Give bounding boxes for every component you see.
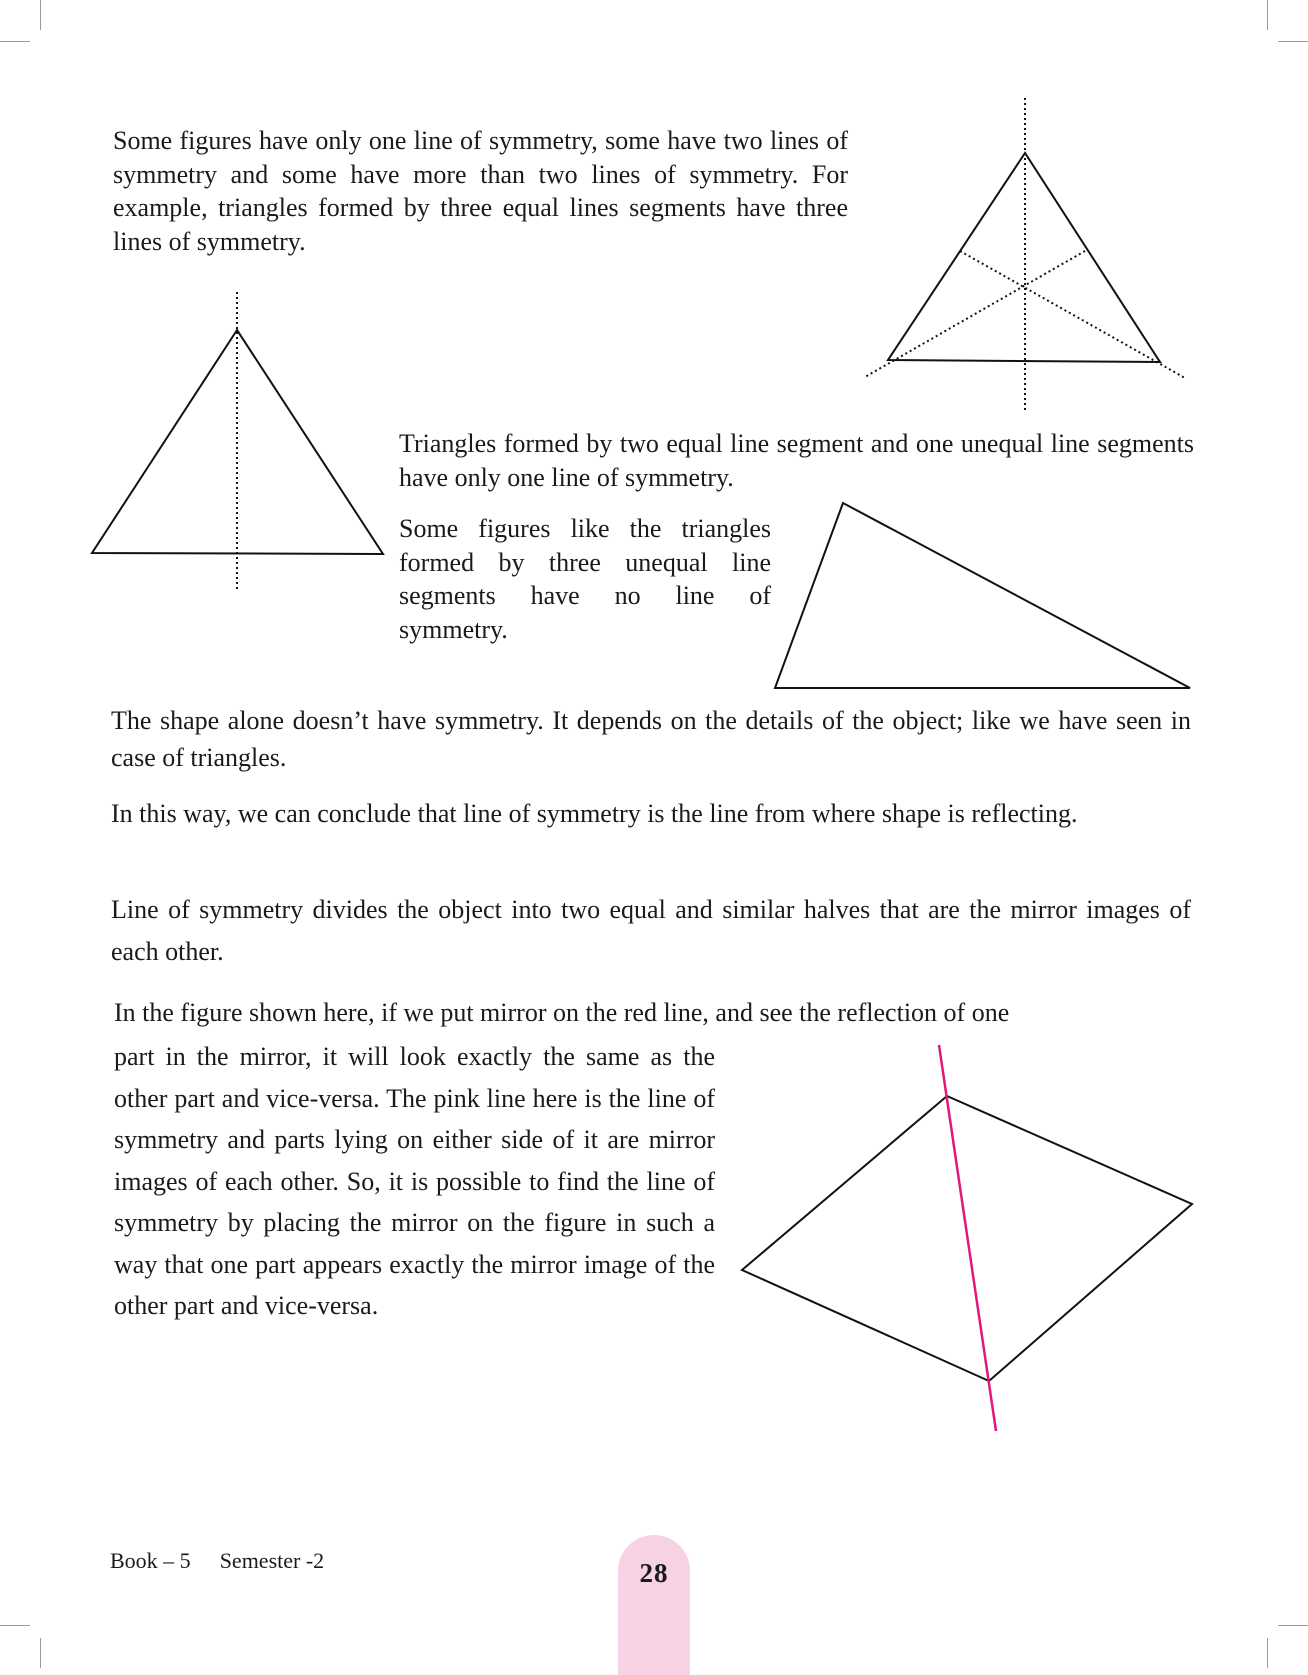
symmetry-line-right — [865, 251, 1085, 377]
paragraph-scalene: Some figures like the triangles formed by three unequal line segments have no line of symmetry. — [399, 514, 771, 644]
paragraph-shape-alone: The shape alone doesn’t have symmetry. It depends on the details of the object; like we have seen in case of triangles. — [111, 706, 1191, 772]
page-number-tab — [618, 1535, 690, 1675]
crop-mark-bottom-left-h — [0, 1625, 30, 1626]
paragraph-conclusion: In this way, we can conclude that line of symmetry is the line from where shape is reflecting. — [111, 799, 1078, 828]
paragraph-mirror-first-line: In the figure shown here, if we put mirror on the red line, and see the reflection of one — [114, 998, 1010, 1027]
equilateral-triangle — [888, 153, 1160, 362]
symmetry-line-left — [960, 251, 1185, 378]
crop-mark-bottom-left-v — [40, 1638, 41, 1668]
paragraph-divides: Line of symmetry divides the object into two equal and similar halves that are the mirror images of each other. — [111, 895, 1191, 966]
paragraph-mirror-rest: part in the mirror, it will look exactly the same as the other part and vice-versa. The pink line here is the line of symmetry and parts lying on either side of it are mirror images of each other. So, it is possible to find the line of symmetry by placing the mirror on the figure in such a way that one part appears exactly the mirror image of the other part and vice-versa. — [114, 1042, 715, 1320]
crop-mark-bottom-right-v — [1267, 1638, 1268, 1668]
footer-semester-label: Semester -2 — [219, 1548, 325, 1573]
scalene-triangle — [775, 503, 1190, 688]
footer-book-info — [110, 1548, 324, 1574]
page-number: 28 — [639, 1558, 669, 1588]
crop-mark-top-left-v — [40, 0, 41, 30]
footer-book-label: Book – 5 — [110, 1548, 191, 1573]
isosceles-triangle — [92, 330, 383, 554]
paragraph-intro: Some figures have only one line of symmetry, some have two lines of symmetry and some have more than two lines of symmetry. For example, triangles formed by three equal lines segments have three lines of symmetry. — [113, 126, 848, 256]
pink-symmetry-line — [939, 1045, 996, 1431]
paragraph-isosceles: Triangles formed by two equal line segment and one unequal line segments have only one line of symmetry. — [399, 429, 1194, 492]
crop-mark-top-left-h — [0, 41, 30, 42]
crop-mark-top-right-h — [1278, 41, 1308, 42]
crop-mark-top-right-v — [1267, 0, 1268, 30]
crop-mark-bottom-right-h — [1278, 1625, 1308, 1626]
kite-shape — [742, 1096, 1192, 1381]
